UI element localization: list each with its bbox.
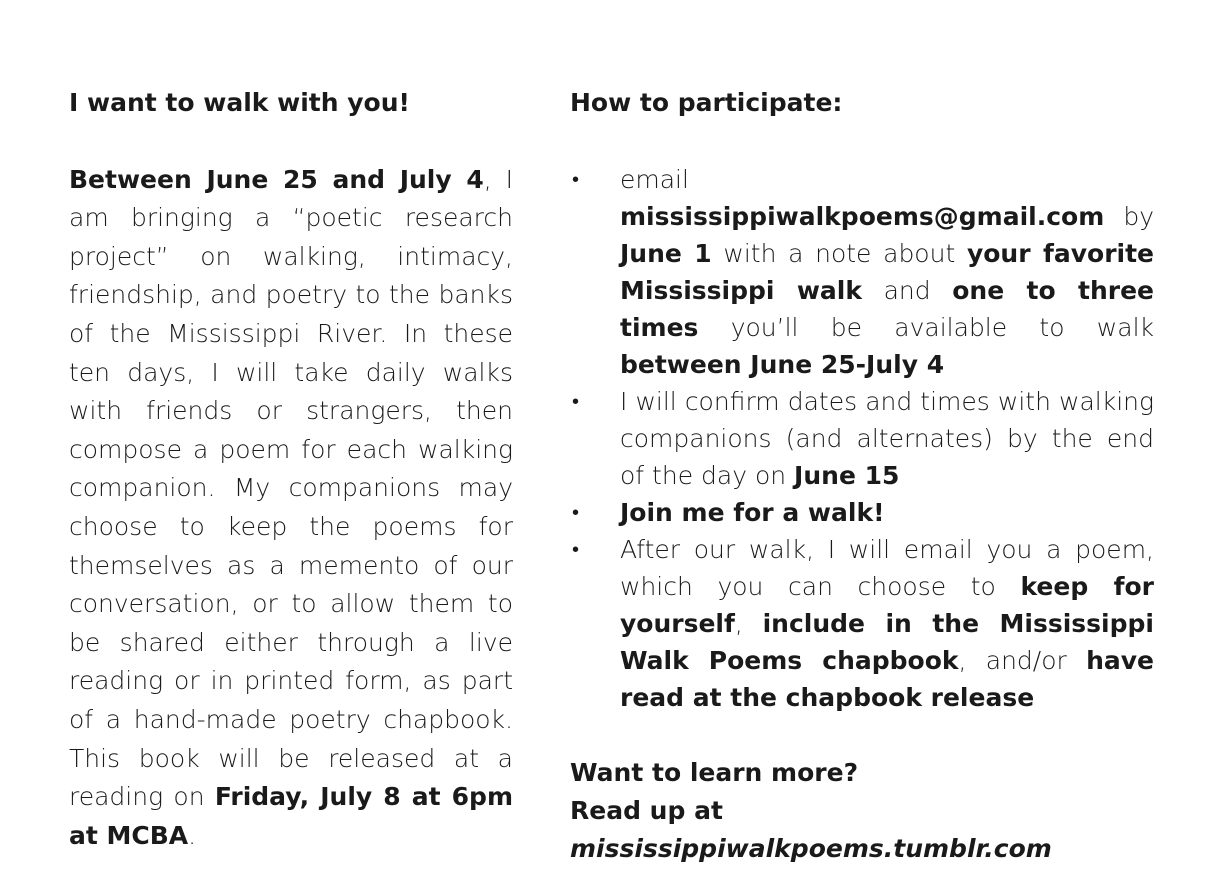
step-text: I will confirm dates and times with walking companions (and alternates) by the end of the day on [620, 386, 1154, 490]
list-item [570, 531, 1154, 716]
read-up-label: Read up at [570, 795, 723, 825]
confirm-date-bold: June 15 [794, 460, 900, 490]
intro-paragraph [69, 161, 513, 856]
read-bold: have read at the chapbook release [620, 645, 1154, 712]
release-event-bold: Friday, July 8 at 6pm at MCBA [69, 782, 513, 850]
read-up-line [570, 792, 1154, 868]
bullet-icon: • [572, 388, 580, 413]
include-bold: include in the Mississippi Walk Poems chapbook [620, 608, 1154, 675]
deadline-bold: June 1 [620, 238, 712, 268]
spacer [69, 123, 513, 161]
right-column [570, 84, 1154, 868]
step-text: , and/or [958, 645, 1087, 675]
participation-steps [570, 161, 1154, 716]
intro-end: . [188, 820, 197, 850]
step-text: and [862, 275, 953, 305]
intro-body: , I am bringing a “poetic research project” on walking, intimacy, friendship, and poetry to the banks of the Mississippi River. In these ten days, I will take daily walks with friends or strangers, then compose a poem for each walking companion. My companions may choose to keep the poems for themselves as a memento of our conversation, or to allow them to be shared either through a live reading or in printed form, as part of a hand-made poetry chapbook. This book will be released at a reading on [69, 164, 513, 812]
right-heading: How to participate: [570, 88, 843, 117]
date-range-bold: Between June 25 and July 4 [69, 164, 484, 194]
bullet-icon: • [572, 536, 580, 561]
join-walk-bold: Join me for a walk! [620, 497, 885, 527]
list-item [570, 383, 1154, 494]
step-text: email [620, 164, 689, 194]
bullet-icon: • [572, 499, 580, 524]
bullet-icon: • [572, 166, 580, 191]
keep-bold: keep for yourself [620, 571, 1154, 638]
learn-more-heading: Want to learn more? [570, 757, 859, 787]
step-text: you’ll be available to walk [698, 312, 1154, 342]
left-column [69, 84, 513, 855]
step-text: , [734, 608, 763, 638]
email-address[interactable]: mississippiwalkpoems@gmail.com [620, 201, 1105, 231]
favorite-walk-bold: your favorite Mississippi walk [620, 238, 1154, 305]
left-heading: I want to walk with you! [69, 88, 410, 117]
step-text: with a note about [711, 238, 967, 268]
spacer [570, 716, 1154, 754]
tumblr-link[interactable]: mississippiwalkpoems.tumblr.com [570, 833, 1052, 863]
times-bold: one to three times [620, 275, 1154, 342]
step-text: by [1104, 201, 1154, 231]
window-bold: between June 25-July 4 [620, 349, 945, 379]
list-item [570, 494, 1154, 531]
step-text: After our walk, I will email you a poem, which you can choose to [620, 534, 1154, 601]
list-item [570, 161, 1154, 383]
spacer [570, 123, 1154, 161]
